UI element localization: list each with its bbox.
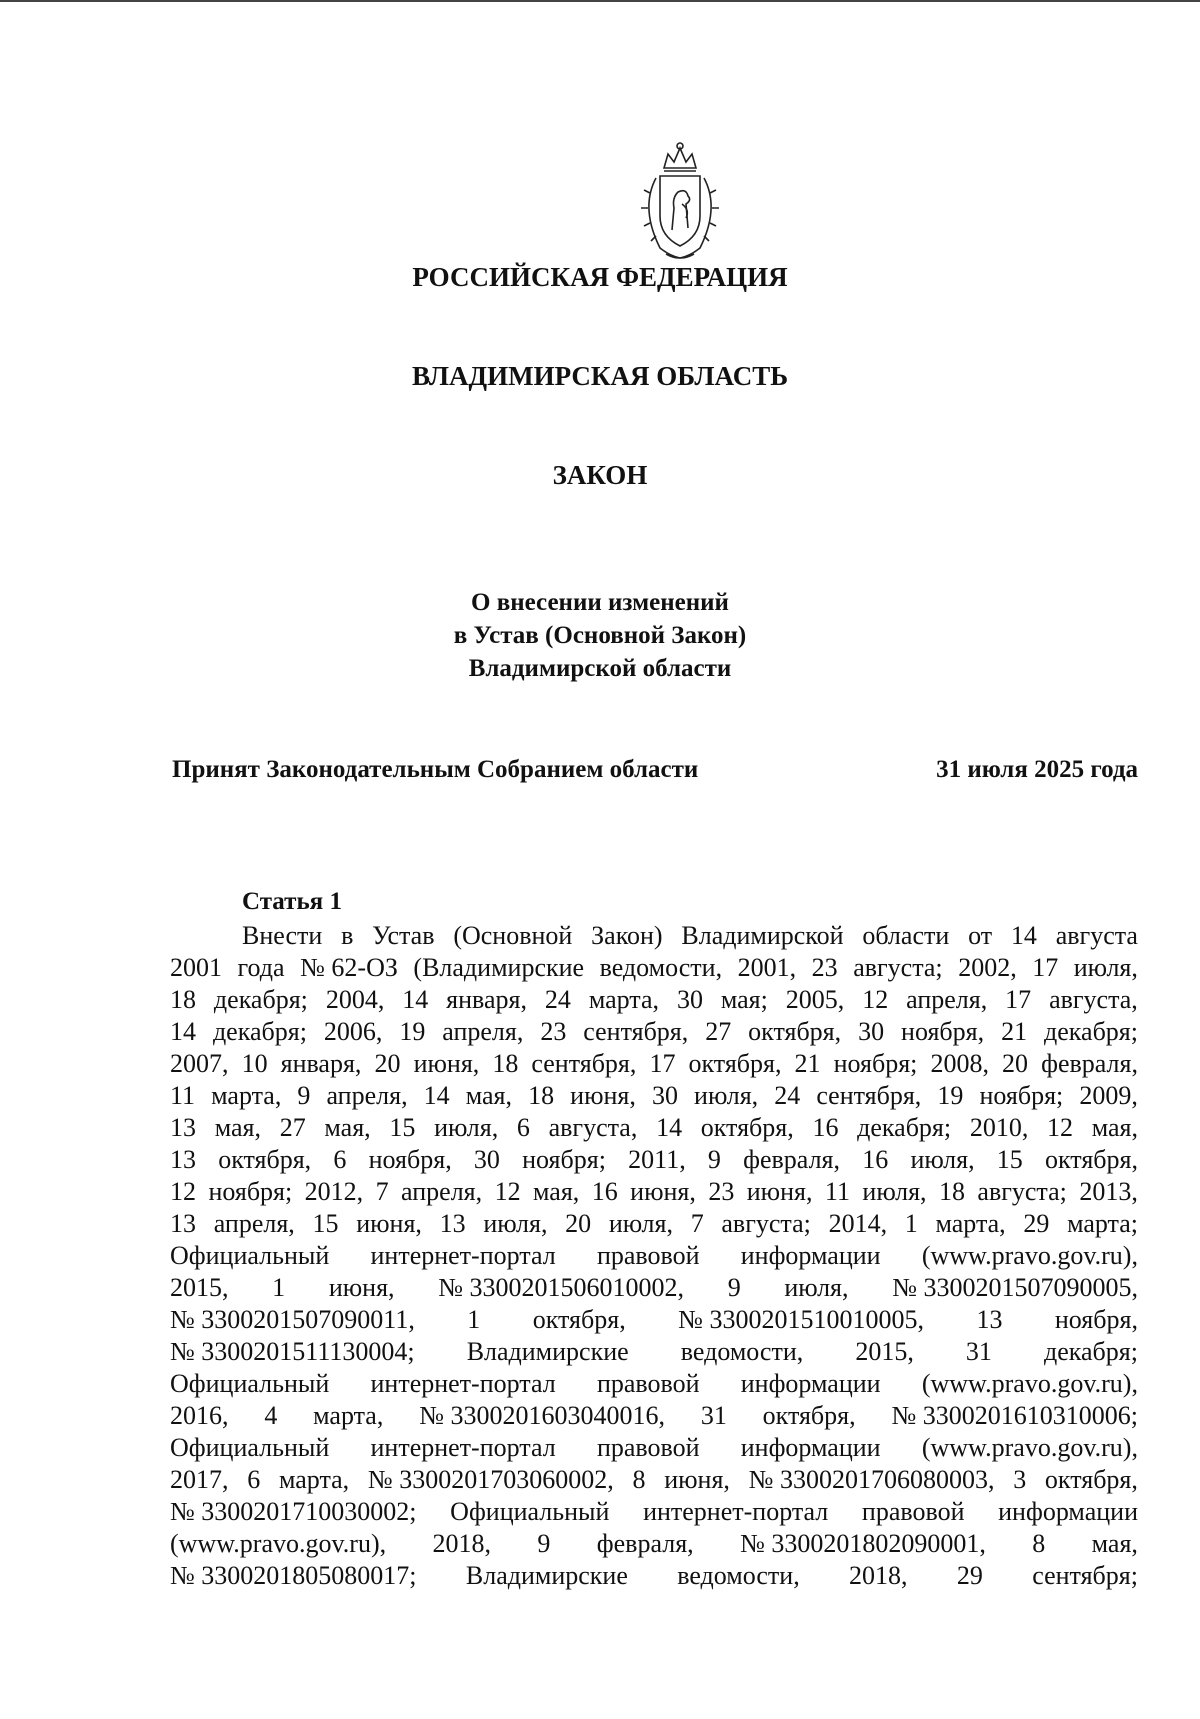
article-word: апреля, bbox=[326, 1081, 408, 1110]
article-word: 14 bbox=[170, 1017, 196, 1046]
article-text-line bbox=[170, 984, 1138, 1016]
article-word: июля, bbox=[434, 1113, 499, 1142]
article-word: 30 bbox=[473, 1145, 500, 1174]
article-word: июля, bbox=[910, 1145, 975, 1174]
article-text-line bbox=[170, 1240, 1138, 1272]
article-text-line bbox=[170, 1048, 1138, 1080]
article-word: июля, bbox=[694, 1081, 759, 1110]
article-word: июня, bbox=[746, 1177, 813, 1206]
article-word: августа, bbox=[548, 1113, 638, 1142]
article-word: № 3300201710030002; bbox=[170, 1497, 417, 1526]
article-word: 13 bbox=[170, 1145, 196, 1174]
article-word: Владимирские bbox=[466, 1337, 629, 1366]
article-word: 2016, bbox=[170, 1401, 229, 1430]
top-rule bbox=[0, 0, 1200, 2]
article-word: 10 bbox=[241, 1049, 268, 1078]
article-word: марта, bbox=[588, 985, 660, 1014]
article-word: марта, bbox=[313, 1401, 384, 1430]
article-word: мая, bbox=[1091, 1529, 1138, 1558]
article-word: 14 bbox=[423, 1081, 450, 1110]
article-word: Официальный bbox=[450, 1497, 610, 1526]
article-word: 23 bbox=[811, 953, 838, 982]
article-word: октября, bbox=[218, 1145, 312, 1174]
document-type-heading: ЗАКОН bbox=[552, 460, 648, 490]
article-word: 7 bbox=[375, 1177, 389, 1206]
article-word: 27 bbox=[705, 1017, 732, 1046]
article-word: 13 bbox=[439, 1209, 466, 1238]
article-word: 20 bbox=[565, 1209, 592, 1238]
region-heading: ВЛАДИМИРСКАЯ ОБЛАСТЬ bbox=[411, 361, 789, 391]
article-word: января, bbox=[446, 985, 527, 1014]
article-word: 7 bbox=[690, 1209, 704, 1238]
article-word: интернет-портал bbox=[643, 1497, 829, 1526]
article-word: июня, bbox=[630, 1177, 696, 1206]
article-text-line bbox=[170, 920, 1138, 952]
article-word: № 3300201507090005, bbox=[892, 1273, 1138, 1302]
article-word: Внести bbox=[242, 921, 323, 950]
article-word: 12 bbox=[862, 985, 889, 1014]
article-word: 2018, bbox=[849, 1561, 908, 1590]
article-word: сентября, bbox=[816, 1081, 922, 1110]
article-word: 24 bbox=[544, 985, 571, 1014]
article-word: ноября; bbox=[208, 1177, 293, 1206]
article-word: в bbox=[341, 921, 354, 950]
article-word: сентября, bbox=[583, 1017, 689, 1046]
article-text-line bbox=[170, 1208, 1138, 1240]
article-word: ведомости, bbox=[680, 1337, 804, 1366]
article-text-line bbox=[170, 1272, 1138, 1304]
article-word: 8 bbox=[1032, 1529, 1046, 1558]
article-word: июля, bbox=[862, 1177, 927, 1206]
article-word: июня, bbox=[413, 1049, 480, 1078]
article-word: интернет-портал bbox=[370, 1433, 556, 1462]
article-text-line bbox=[170, 952, 1138, 984]
article-word: 8 bbox=[632, 1465, 646, 1494]
article-text-line bbox=[170, 1304, 1138, 1336]
article-word: Официальный bbox=[170, 1433, 330, 1462]
article-word: 16 bbox=[862, 1145, 889, 1174]
article-word: 31 bbox=[965, 1337, 992, 1366]
article-word: информации bbox=[740, 1241, 881, 1270]
article-word: 2014, bbox=[828, 1209, 888, 1238]
article-word: 2013, bbox=[1079, 1177, 1138, 1206]
article-word: декабря; bbox=[1044, 1017, 1138, 1046]
article-word: № 3300201610310006; bbox=[891, 1401, 1138, 1430]
article-word: 14 bbox=[656, 1113, 683, 1142]
article-word: № 3300201507090011, bbox=[170, 1305, 415, 1334]
article-word: ведомости, bbox=[599, 953, 723, 982]
article-word: Закон) bbox=[591, 921, 663, 950]
article-word: 18 bbox=[528, 1081, 555, 1110]
article-word: информации bbox=[740, 1433, 881, 1462]
article-word: 2010, bbox=[969, 1113, 1029, 1142]
article-text-line bbox=[170, 1368, 1138, 1400]
article-word: 2005, bbox=[785, 985, 845, 1014]
article-word: интернет-портал bbox=[370, 1241, 556, 1270]
article-word: № 3300201511130004; bbox=[170, 1337, 415, 1366]
article-word: ноября, bbox=[368, 1145, 452, 1174]
article-word: 17 bbox=[1032, 953, 1059, 982]
article-word: марта, bbox=[935, 1209, 1006, 1238]
article-word: декабря; bbox=[212, 1017, 307, 1046]
article-word: 16 bbox=[591, 1177, 618, 1206]
article-word: 2009, bbox=[1079, 1081, 1138, 1110]
article-word: февраля, bbox=[743, 1145, 841, 1174]
article-word: 27 bbox=[279, 1113, 306, 1142]
article-word: мая, bbox=[1091, 1113, 1138, 1142]
article-word: мая, bbox=[465, 1081, 513, 1110]
article-word: 13 bbox=[170, 1113, 196, 1142]
article-word: 12 bbox=[170, 1177, 196, 1206]
article-word: октября, bbox=[1045, 1145, 1138, 1174]
law-subject bbox=[0, 586, 1200, 685]
article-word: августа bbox=[1055, 921, 1138, 950]
article-word: 12 bbox=[1047, 1113, 1074, 1142]
article-word: 29 bbox=[1023, 1209, 1050, 1238]
article-word: 2001 bbox=[170, 953, 222, 982]
article-word: 2001, bbox=[737, 953, 797, 982]
article-word: правовой bbox=[596, 1369, 700, 1398]
article-word: информации bbox=[998, 1497, 1138, 1526]
article-word: 19 bbox=[399, 1017, 426, 1046]
article-word: 4 bbox=[264, 1401, 278, 1430]
article-word: интернет-портал bbox=[370, 1369, 556, 1398]
article-word: 1 bbox=[467, 1305, 481, 1334]
article-word: 9 bbox=[537, 1529, 551, 1558]
article-text-line bbox=[170, 1016, 1138, 1048]
article-word: № 3300201510010005, bbox=[678, 1305, 924, 1334]
article-word: июля, bbox=[1073, 953, 1138, 982]
article-word: июня, bbox=[328, 1273, 395, 1302]
article-word: 12 bbox=[494, 1177, 521, 1206]
article-word: Устав bbox=[372, 921, 435, 950]
article-word: 19 bbox=[937, 1081, 964, 1110]
article-word: июля, bbox=[784, 1273, 849, 1302]
article-word: февраля, bbox=[596, 1529, 694, 1558]
article-word: апреля, bbox=[213, 1209, 295, 1238]
article-word: ноября; bbox=[833, 1049, 918, 1078]
article-word: 2004, bbox=[325, 985, 385, 1014]
article-word: 20 bbox=[374, 1049, 401, 1078]
article-word: мая, bbox=[214, 1113, 261, 1142]
article-word: 2012, bbox=[304, 1177, 364, 1206]
article-word: 21 bbox=[794, 1049, 821, 1078]
article-text-line bbox=[170, 1432, 1138, 1464]
article-word: октября, bbox=[532, 1305, 626, 1334]
article-text-line bbox=[170, 1528, 1138, 1560]
article-word: № 3300201706080003, bbox=[748, 1465, 995, 1494]
article-word: 6 bbox=[516, 1113, 530, 1142]
article-text-line bbox=[170, 1496, 1138, 1528]
article-word: 20 bbox=[1002, 1049, 1029, 1078]
article-word: 18 bbox=[492, 1049, 519, 1078]
article-word: 23 bbox=[708, 1177, 735, 1206]
article-text-line bbox=[170, 1336, 1138, 1368]
article-word: года bbox=[237, 953, 285, 982]
article-word: августа; bbox=[853, 953, 943, 982]
article-word: декабря; bbox=[857, 1113, 952, 1142]
article-word: Владимирской bbox=[681, 921, 844, 950]
article-text-line bbox=[170, 1176, 1138, 1208]
adoption-line bbox=[172, 756, 1138, 784]
article-word: 30 bbox=[676, 985, 703, 1014]
article-word: марта, bbox=[211, 1081, 282, 1110]
article-word: № 62-ОЗ bbox=[300, 953, 398, 982]
article-text-line bbox=[170, 1080, 1138, 1112]
article-word: № 3300201506010002, bbox=[438, 1273, 685, 1302]
article-word: 9 bbox=[727, 1273, 741, 1302]
article-word: сентября; bbox=[1032, 1561, 1138, 1590]
article-word: 2015, bbox=[170, 1273, 229, 1302]
article-word: 13 bbox=[170, 1209, 196, 1238]
article-text-line bbox=[170, 1560, 1138, 1592]
article-word: 3 bbox=[1013, 1465, 1027, 1494]
article-word: от bbox=[968, 921, 993, 950]
article-word: 6 bbox=[247, 1465, 261, 1494]
article-word: 2008, bbox=[930, 1049, 989, 1078]
article-word: 30 bbox=[651, 1081, 678, 1110]
article-word: 30 bbox=[858, 1017, 885, 1046]
article-word: октября, bbox=[762, 1401, 856, 1430]
article-word: правовой bbox=[596, 1241, 700, 1270]
article-word: (www.pravo.gov.ru), bbox=[921, 1369, 1138, 1398]
article-word: 24 bbox=[774, 1081, 801, 1110]
article-word: 18 bbox=[170, 985, 196, 1014]
article-body bbox=[170, 920, 1138, 1592]
article-word: декабря; bbox=[213, 985, 308, 1014]
article-word: 14 bbox=[402, 985, 429, 1014]
adoption-date: 31 июля 2025 года bbox=[936, 756, 1138, 783]
article-word: октября, bbox=[1044, 1465, 1138, 1494]
article-word: 2018, bbox=[432, 1529, 492, 1558]
article-word: 11 bbox=[170, 1081, 196, 1110]
article-word: области bbox=[862, 921, 950, 950]
subject-line: О внесении изменений bbox=[471, 589, 729, 616]
article-word: июля, bbox=[483, 1209, 548, 1238]
article-word: 14 bbox=[1010, 921, 1037, 950]
article-word: Официальный bbox=[170, 1369, 330, 1398]
article-word: 2017, bbox=[170, 1465, 229, 1494]
article-word: 15 bbox=[996, 1145, 1023, 1174]
subject-line: Владимирской области bbox=[468, 655, 732, 682]
article-word: июня, bbox=[570, 1081, 636, 1110]
article-word: апреля, bbox=[442, 1017, 524, 1046]
subject-line: в Устав (Основной Закон) bbox=[453, 622, 747, 649]
article-word: правовой bbox=[596, 1433, 700, 1462]
country-heading: РОССИЙСКАЯ ФЕДЕРАЦИЯ bbox=[412, 262, 788, 292]
article-text-line bbox=[170, 1112, 1138, 1144]
article-word: 2011, bbox=[628, 1145, 686, 1174]
article-word: 23 bbox=[540, 1017, 567, 1046]
article-word: 31 bbox=[700, 1401, 727, 1430]
article-word: 16 bbox=[812, 1113, 839, 1142]
article-word: июля, bbox=[608, 1209, 673, 1238]
article-word: мая; bbox=[720, 985, 768, 1014]
article-word: ноября, bbox=[1054, 1305, 1138, 1334]
article-word: 15 bbox=[312, 1209, 339, 1238]
article-word: 9 bbox=[297, 1081, 311, 1110]
article-word: (www.pravo.gov.ru), bbox=[921, 1241, 1138, 1270]
article-word: 2007, bbox=[170, 1049, 229, 1078]
article-word: 6 bbox=[333, 1145, 347, 1174]
article-word: ноября, bbox=[901, 1017, 985, 1046]
article-word: октября, bbox=[688, 1049, 782, 1078]
article-word: 2006, bbox=[323, 1017, 383, 1046]
article-word: октября, bbox=[748, 1017, 842, 1046]
article-text-line bbox=[170, 1144, 1138, 1176]
article-word: 15 bbox=[389, 1113, 416, 1142]
article-text-line bbox=[170, 1400, 1138, 1432]
article-word: № 3300201603040016, bbox=[419, 1401, 665, 1430]
article-word: ноября; bbox=[979, 1081, 1064, 1110]
article-word: июня, bbox=[356, 1209, 422, 1238]
article-text-line bbox=[170, 1464, 1138, 1496]
article-word: 17 bbox=[1005, 985, 1032, 1014]
coat-of-arms-icon bbox=[630, 138, 730, 263]
article-word: № 3300201805080017; bbox=[170, 1561, 417, 1590]
article-word: 1 bbox=[904, 1209, 918, 1238]
article-word: (Владимирские bbox=[413, 953, 585, 982]
article-word: 2015, bbox=[855, 1337, 914, 1366]
article-word: апреля, bbox=[906, 985, 988, 1014]
article-word: июня, bbox=[664, 1465, 730, 1494]
article-word: 2002, bbox=[958, 953, 1017, 982]
article-word: № 3300201703060002, bbox=[367, 1465, 614, 1494]
article-word: информации bbox=[740, 1369, 881, 1398]
article-word: августа; bbox=[977, 1177, 1067, 1206]
article-word: октября, bbox=[700, 1113, 794, 1142]
article-word: 17 bbox=[649, 1049, 676, 1078]
article-word: декабря; bbox=[1043, 1337, 1138, 1366]
article-word: Официальный bbox=[170, 1241, 330, 1270]
article-word: 29 bbox=[956, 1561, 983, 1590]
article-word: ведомости, bbox=[677, 1561, 800, 1590]
article-word: Владимирские bbox=[465, 1561, 628, 1590]
article-word: 9 bbox=[707, 1145, 721, 1174]
article-word: 21 bbox=[1001, 1017, 1028, 1046]
article-word: ноября; bbox=[522, 1145, 606, 1174]
article-word: 13 bbox=[976, 1305, 1003, 1334]
article-word: марта; bbox=[1067, 1209, 1138, 1238]
article-word: (www.pravo.gov.ru), bbox=[921, 1433, 1138, 1462]
article-word: марта, bbox=[278, 1465, 350, 1494]
article-word: 1 bbox=[272, 1273, 286, 1302]
article-title: Статья 1 bbox=[242, 888, 342, 915]
article-word: правовой bbox=[861, 1497, 965, 1526]
article-word: августа; bbox=[721, 1209, 811, 1238]
article-word: (Основной bbox=[453, 921, 573, 950]
article-word: (www.pravo.gov.ru), bbox=[170, 1529, 387, 1558]
article-word: августа, bbox=[1049, 985, 1138, 1014]
article-word: мая, bbox=[533, 1177, 580, 1206]
article-word: января, bbox=[280, 1049, 362, 1078]
article-word: 11 bbox=[824, 1177, 850, 1206]
article-word: февраля, bbox=[1041, 1049, 1138, 1078]
article-word: № 3300201802090001, bbox=[740, 1529, 986, 1558]
article-word: апреля, bbox=[401, 1177, 483, 1206]
adoption-text: Принят Законодательным Собранием области bbox=[172, 756, 699, 783]
article-word: сентября, bbox=[531, 1049, 637, 1078]
article-word: 18 bbox=[938, 1177, 965, 1206]
article-word: мая, bbox=[324, 1113, 371, 1142]
